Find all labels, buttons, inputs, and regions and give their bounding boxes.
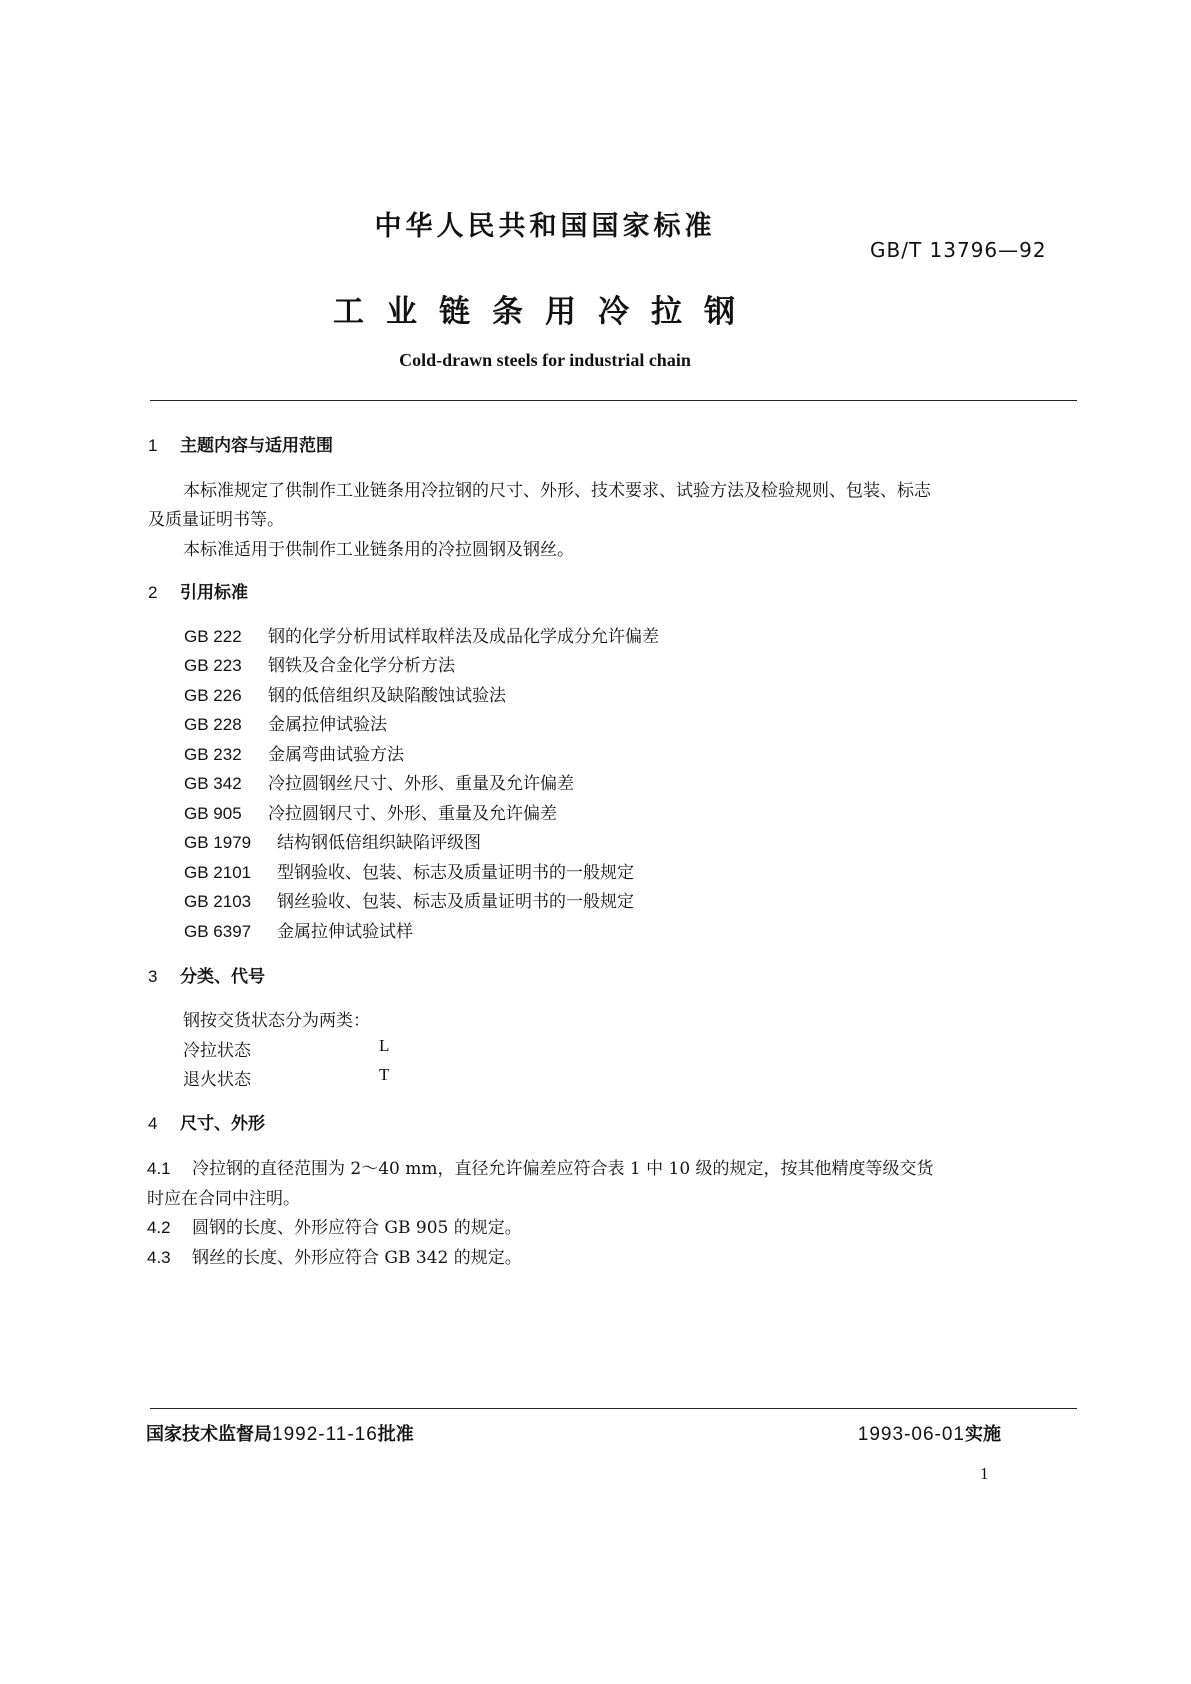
implementation-word: 实施	[965, 1424, 1001, 1445]
page-number: 1	[980, 1464, 989, 1483]
reference-item: GB 232 金属弯曲试验方法	[184, 745, 404, 765]
s1-paragraph-1-line-2: 及质量证明书等。	[148, 510, 284, 530]
national-standard-heading: 中华人民共和国国家标准	[374, 211, 716, 242]
state-code-cold-drawn: L	[379, 1036, 390, 1055]
reference-item: GB 1979 结构钢低倍组织缺陷评级图	[184, 833, 481, 853]
section-title: 分类、代号	[180, 967, 265, 987]
section-1-heading	[148, 431, 333, 456]
clause-number: 4.1	[147, 1159, 171, 1178]
reference-item: GB 222 钢的化学分析用试样取样法及成品化学成分允许偏差	[184, 627, 659, 647]
clause-4-1-line-1: 4.1 冷拉钢的直径范围为 2～40 mm，直径允许偏差应符合表 1 中 10 级的规定，按其他精度等级交货	[147, 1159, 934, 1179]
state-code-annealed: T	[379, 1065, 390, 1084]
reference-item: GB 226 钢的低倍组织及缺陷酸蚀试验法	[184, 686, 506, 706]
implementation-line	[858, 1420, 1001, 1446]
approver: 国家技术监督局	[146, 1424, 272, 1445]
document-title-en: Cold-drawn steels for industrial chain	[399, 350, 691, 370]
section-title: 主题内容与适用范围	[180, 436, 333, 456]
section-4-heading	[148, 1109, 265, 1134]
section-title: 尺寸、外形	[180, 1114, 265, 1134]
approval-line	[146, 1420, 414, 1446]
header-rule	[150, 400, 1077, 401]
section-number: 1	[148, 436, 158, 455]
reference-item: GB 228 金属拉伸试验法	[184, 715, 387, 735]
approval-word: 批准	[377, 1424, 414, 1445]
clause-number: 4.3	[147, 1248, 171, 1267]
s3-intro: 钢按交货状态分为两类：	[183, 1011, 370, 1031]
state-label-cold-drawn: 冷拉状态	[183, 1041, 251, 1061]
implementation-date: 1993-06-01	[857, 1424, 965, 1445]
reference-item: GB 905 冷拉圆钢尺寸、外形、重量及允许偏差	[184, 804, 557, 824]
state-label-annealed: 退火状态	[183, 1070, 251, 1090]
s1-paragraph-1-line-1: 本标准规定了供制作工业链条用冷拉钢的尺寸、外形、技术要求、试验方法及检验规则、包装、标志	[183, 481, 931, 501]
reference-item: GB 223 钢铁及合金化学分析方法	[184, 656, 455, 676]
section-number: 2	[148, 583, 158, 602]
section-2-heading	[148, 578, 248, 603]
standard-number: GB/T 13796—92	[870, 238, 1047, 262]
clause-4-2: 4.2 圆钢的长度、外形应符合 GB 905 的规定。	[147, 1218, 522, 1238]
section-number: 4	[148, 1114, 158, 1133]
footer-rule	[150, 1408, 1077, 1409]
section-number: 3	[148, 967, 158, 986]
approval-date: 1992-11-16	[272, 1424, 378, 1445]
document-title-cn: 工业链条用冷拉钢	[333, 294, 757, 330]
s1-paragraph-2: 本标准适用于供制作工业链条用的冷拉圆钢及钢丝。	[183, 540, 574, 560]
reference-item: GB 2101 型钢验收、包装、标志及质量证明书的一般规定	[184, 863, 634, 883]
reference-item: GB 6397 金属拉伸试验试样	[184, 922, 413, 942]
clause-4-1-line-2: 时应在合同中注明。	[147, 1189, 300, 1209]
clause-number: 4.2	[147, 1218, 171, 1237]
clause-4-3: 4.3 钢丝的长度、外形应符合 GB 342 的规定。	[147, 1248, 522, 1268]
reference-item: GB 2103 钢丝验收、包装、标志及质量证明书的一般规定	[184, 892, 634, 912]
section-title: 引用标准	[180, 583, 248, 603]
reference-item: GB 342 冷拉圆钢丝尺寸、外形、重量及允许偏差	[184, 774, 574, 794]
section-3-heading	[148, 962, 265, 987]
